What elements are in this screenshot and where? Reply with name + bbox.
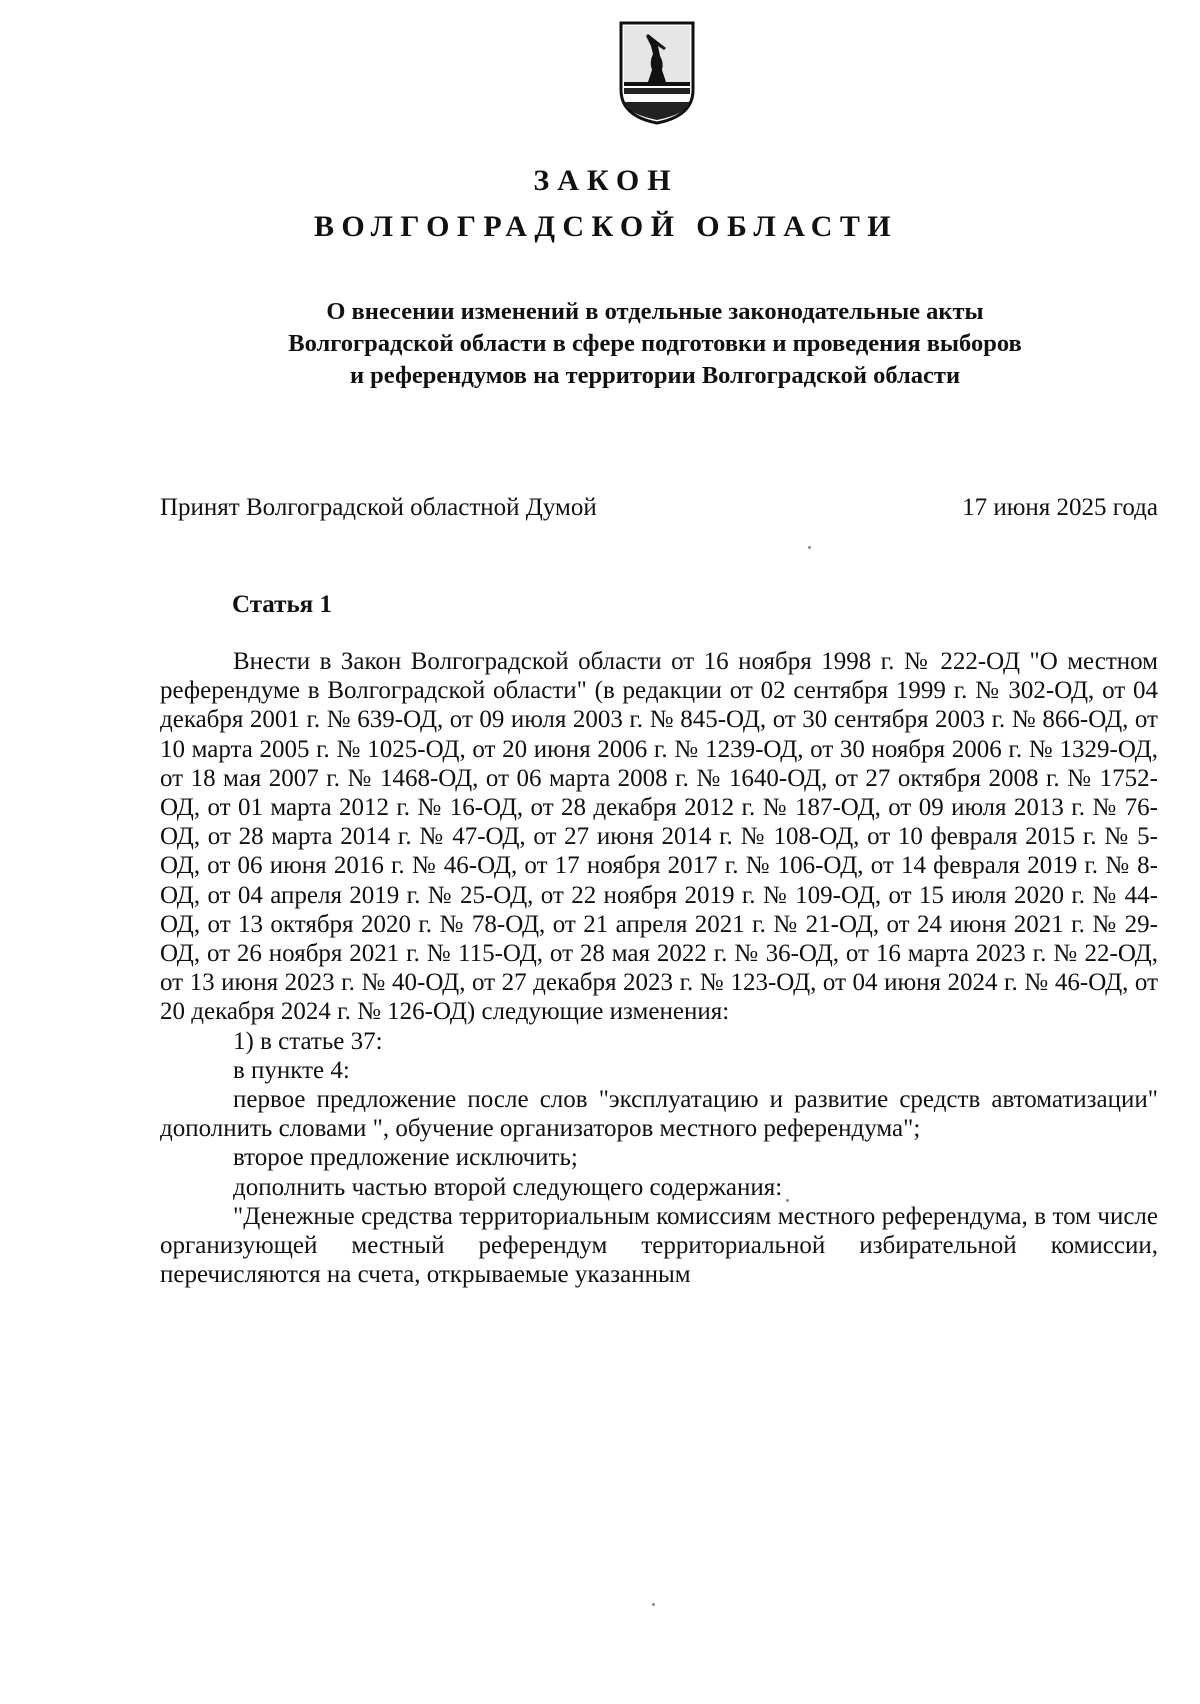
coat-of-arms-icon [618,20,696,126]
subject-line: Волгоградской области в сфере подготовки и проведения выборов [288,330,1022,357]
scan-speck [808,546,811,549]
article-paragraph: "Денежные средства территориальным комиссиям местного референдума, в том числе организующей местный референдум территориальной избирательной комиссии, перечисляются на счета, открываемые указанным [160,1202,1158,1289]
article-paragraph: второе предложение исключить; [233,1144,578,1172]
adopted-by: Принят Волгоградской областной Думой [160,494,597,521]
article-heading: Статья 1 [232,591,332,618]
scan-speck [652,1603,655,1606]
article-paragraph: в пункте 4: [233,1056,350,1084]
article-paragraph: Внести в Закон Волгоградской области от 16 ноября 1998 г. № 222-ОД "О местном референдуме в Волгоградской области" (в редакции от 02 сентября 1999 г. № 302-ОД, от 04 декабря 2001 г. № 639-ОД, от 09 июля 2003 г. № 845-ОД, от 30 сентября 2003 г. № 866-ОД, от 10 марта 2005 г. № 1025-ОД, от 20 июня 2006 г. № 1239-ОД, от 30 ноября 2006 г. № 1329-ОД, от 18 мая 2007 г. № 1468-ОД, от 06 марта 2008 г. № 1640-ОД, от 27 октября 2008 г. № 1752-ОД, от 01 марта 2012 г. № 16-ОД, от 28 декабря 2012 г. № 187-ОД, от 09 июля 2013 г. № 76-ОД, от 28 марта 2014 г. № 47-ОД, от 27 июня 2014 г. № 108-ОД, от 10 февраля 2015 г. № 5-ОД, от 06 июня 2016 г. № 46-ОД, от 17 ноября 2017 г. № 106-ОД, от 14 февраля 2019 г. № 8-ОД, от 04 апреля 2019 г. № 25-ОД, от 22 ноября 2019 г. № 109-ОД, от 15 июля 2020 г. № 44-ОД, от 13 октября 2020 г. № 78-ОД, от 21 апреля 2021 г. № 21-ОД, от 24 июня 2021 г. № 29-ОД, от 26 ноября 2021 г. № 115-ОД, от 28 мая 2022 г. № 36-ОД, от 16 марта 2023 г. № 22-ОД, от 13 июня 2023 г. № 40-ОД, от 27 декабря 2023 г. № 123-ОД, от 04 июня 2024 г. № 46-ОД, от 20 декабря 2024 г. № 126-ОД) следующие изменения: [160,648,1158,1026]
law-subject [150,296,1160,392]
region-title: ВОЛГОГРАДСКОЙ ОБЛАСТИ [314,210,898,243]
adoption-row [160,494,1158,522]
article-paragraph: 1) в статье 37: [233,1027,383,1055]
scan-speck [786,1199,789,1202]
law-title: ЗАКОН [533,164,679,197]
subject-line: О внесении изменений в отдельные законодательные акты [326,298,984,325]
article-body [160,647,1158,1289]
subject-line: и референдумов на территории Волгоградской области [349,362,961,389]
adoption-date: 17 июня 2025 года [962,494,1158,521]
article-paragraph: дополнить частью второй следующего содержания: [233,1173,783,1201]
article-paragraph: первое предложение после слов "эксплуатацию и развитие средств автоматизации" дополнить словами ", обучение организаторов местного референдума"; [160,1086,1158,1143]
